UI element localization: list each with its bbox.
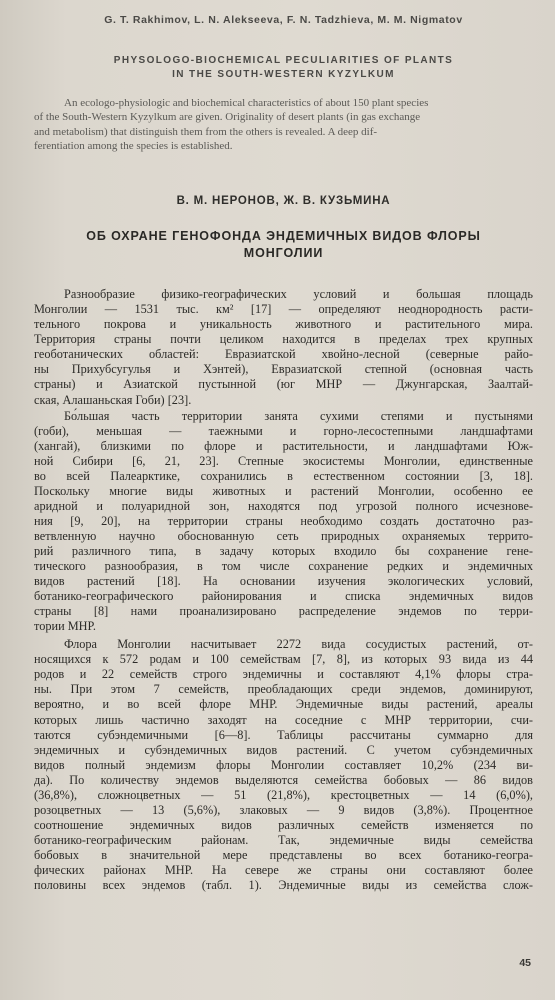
text-line: да). По количеству эндемов выделяются семейства бобовых — 86 видов <box>34 772 533 787</box>
text-line: Монголии — 1531 тыс. км² [17] — определяют неоднородность расти- <box>34 302 533 317</box>
abstract-line: ferentiation among the species is established. <box>34 139 233 152</box>
text-line: ботанико-географического районирования и списка эндемичных видов <box>34 589 533 604</box>
text-line: рий различного типа, в задачу которых входило бы сохранение генe- <box>34 543 533 558</box>
text-line: ботанико-географическим районам. Так, эндемичные виды семейства <box>34 832 533 847</box>
text-line: (гоби), меньшая — таежными и горно-лесостепными ландшафтами <box>34 423 533 438</box>
abstract-line: An ecologo-physiologic and biochemical characteristics of about 150 plant species <box>64 97 429 109</box>
text-line: видов полный эндемизм флоры Монголии составляет 10,2% (234 ви- <box>34 757 533 772</box>
text-line: ния [9, 20], на территории страны необходимо создать достаточно раз- <box>34 513 533 528</box>
article-title-line: ОБ ОХРАНЕ ГЕНОФОНДА ЭНДЕМИЧНЫХ ВИДОВ ФЛОРЫ <box>86 229 481 244</box>
english-summary-abstract <box>34 96 533 153</box>
text-line: во всей Палеарктике, сохранились в естественном состоянии [3, 18]. <box>34 468 533 483</box>
abstract-line: of the South-Western Kyzylkum are given. Originality of desert plants (in gas exchange <box>34 111 421 124</box>
text-line: эндемичных и субэндемичных видов растений. С учетом субэндемичных <box>34 742 533 757</box>
text-line: половины всех эндемов (табл. 1). Эндемичные виды из семейства слож- <box>34 878 533 893</box>
text-line: ны Прихубсугулья и Хэнтей), Евразиатской степной (основная часть <box>34 362 533 377</box>
text-line: бобовых в значительной мере представлены во всех ботанико-геогра- <box>34 847 533 862</box>
text-line: (хангай), близкими по флоре и растительности, и ландшафтами Юж- <box>34 438 533 453</box>
text-line: ной Сибири [6, 21, 23]. Степные экосистемы Монголии, единственные <box>34 453 533 468</box>
text-line: Бо́льшая часть территории занята сухими степями и пустынями <box>64 408 533 423</box>
text-line: страны) и Азиатской пустынной (юг МНР — Джунгарская, Заалтай- <box>34 377 533 392</box>
english-title-line: IN THE SOUTH-WESTERN KYZYLKUM <box>172 69 395 80</box>
text-line: аридной и полуаридной зон, находятся под угрозой полного исчезнове- <box>34 498 533 513</box>
text-line: ны. При этом 7 семейств, преобладающих среди эндемов, доминируют, <box>34 682 533 697</box>
text-line: видов растений [18]. На основании изучения экологических условий, <box>34 574 533 589</box>
english-summary-authors: G. T. Rakhimov, L. N. Alekseeva, F. N. Tadzhieva, M. M. Nigmatov <box>104 14 463 26</box>
text-line: (36,8%), сложноцветных — 51 (21,8%), крестоцветных — 14 (6,0%), <box>34 787 533 802</box>
english-summary-title <box>34 54 533 82</box>
english-title-line: PHYSOLOGO-BIOCHEMICAL PECULIARITIES OF PLANTS <box>113 55 454 66</box>
text-line: тории МНР. <box>34 619 96 634</box>
text-line: которых лишь частично заходят на соседние с МНР территории, счи- <box>34 712 533 727</box>
text-line: таются субэндемичными [6—8]. Таблицы рассчитаны суммарно для <box>34 727 533 742</box>
article-title <box>34 228 533 262</box>
text-line: вероятно, и во всей флоре МНР. Эндемичные виды растений, ареалы <box>34 697 533 712</box>
page-number: 45 <box>519 957 531 969</box>
text-line: Разнообразие физико-географических условий и большая площадь <box>64 287 533 302</box>
text-line: родов и 22 семейств строго эндемичны и составляют 4,1% флоры стра- <box>34 667 533 682</box>
text-line: тического разнообразия, в том числе сохранение редких и эндемичных <box>34 559 533 574</box>
article-title-line: МОНГОЛИИ <box>243 246 324 261</box>
article-paragraph-2 <box>34 409 533 635</box>
text-line: тельного покрова и уникальность животного и растительного мира. <box>34 317 533 332</box>
text-line: фических районах МНР. На севере же страны они составляют более <box>34 862 533 877</box>
article-paragraph-1 <box>34 287 533 407</box>
article-paragraph-3 <box>34 637 533 893</box>
text-line: розоцветных — 13 (5,6%), злаковых — 9 видов (3,8%). Процентное <box>34 802 533 817</box>
text-line: геоботанических областей: Евразиатской хвойно-лесной (северные райо- <box>34 347 533 362</box>
text-line: страны [8] нами проанализировано распределение эндемов по терри- <box>34 604 533 619</box>
text-line: ветвленную научно обоснованную сеть природных охраняемых террито- <box>34 528 533 543</box>
article-authors: В. М. НЕРОНОВ, Ж. В. КУЗЬМИНА <box>176 195 391 208</box>
text-line: ская, Алашаньская Гоби) [23]. <box>34 392 192 407</box>
text-line: Флора Монголии насчитывает 2272 вида сосудистых растений, от- <box>64 637 533 652</box>
text-line: носящихся к 572 родам и 100 семействам [7, 8], из которых 93 вида из 44 <box>34 652 533 667</box>
text-line: соотношение эндемичных видов различных семейств изменяется по <box>34 817 533 832</box>
abstract-line: and metabolism) that distinguish them from the others is revealed. A deep dif- <box>34 125 378 138</box>
text-line: Территория страны почти целиком находится в пределах трех крупных <box>34 332 533 347</box>
text-line: Поскольку многие виды животных и растений Монголии, особенно ее <box>34 483 533 498</box>
